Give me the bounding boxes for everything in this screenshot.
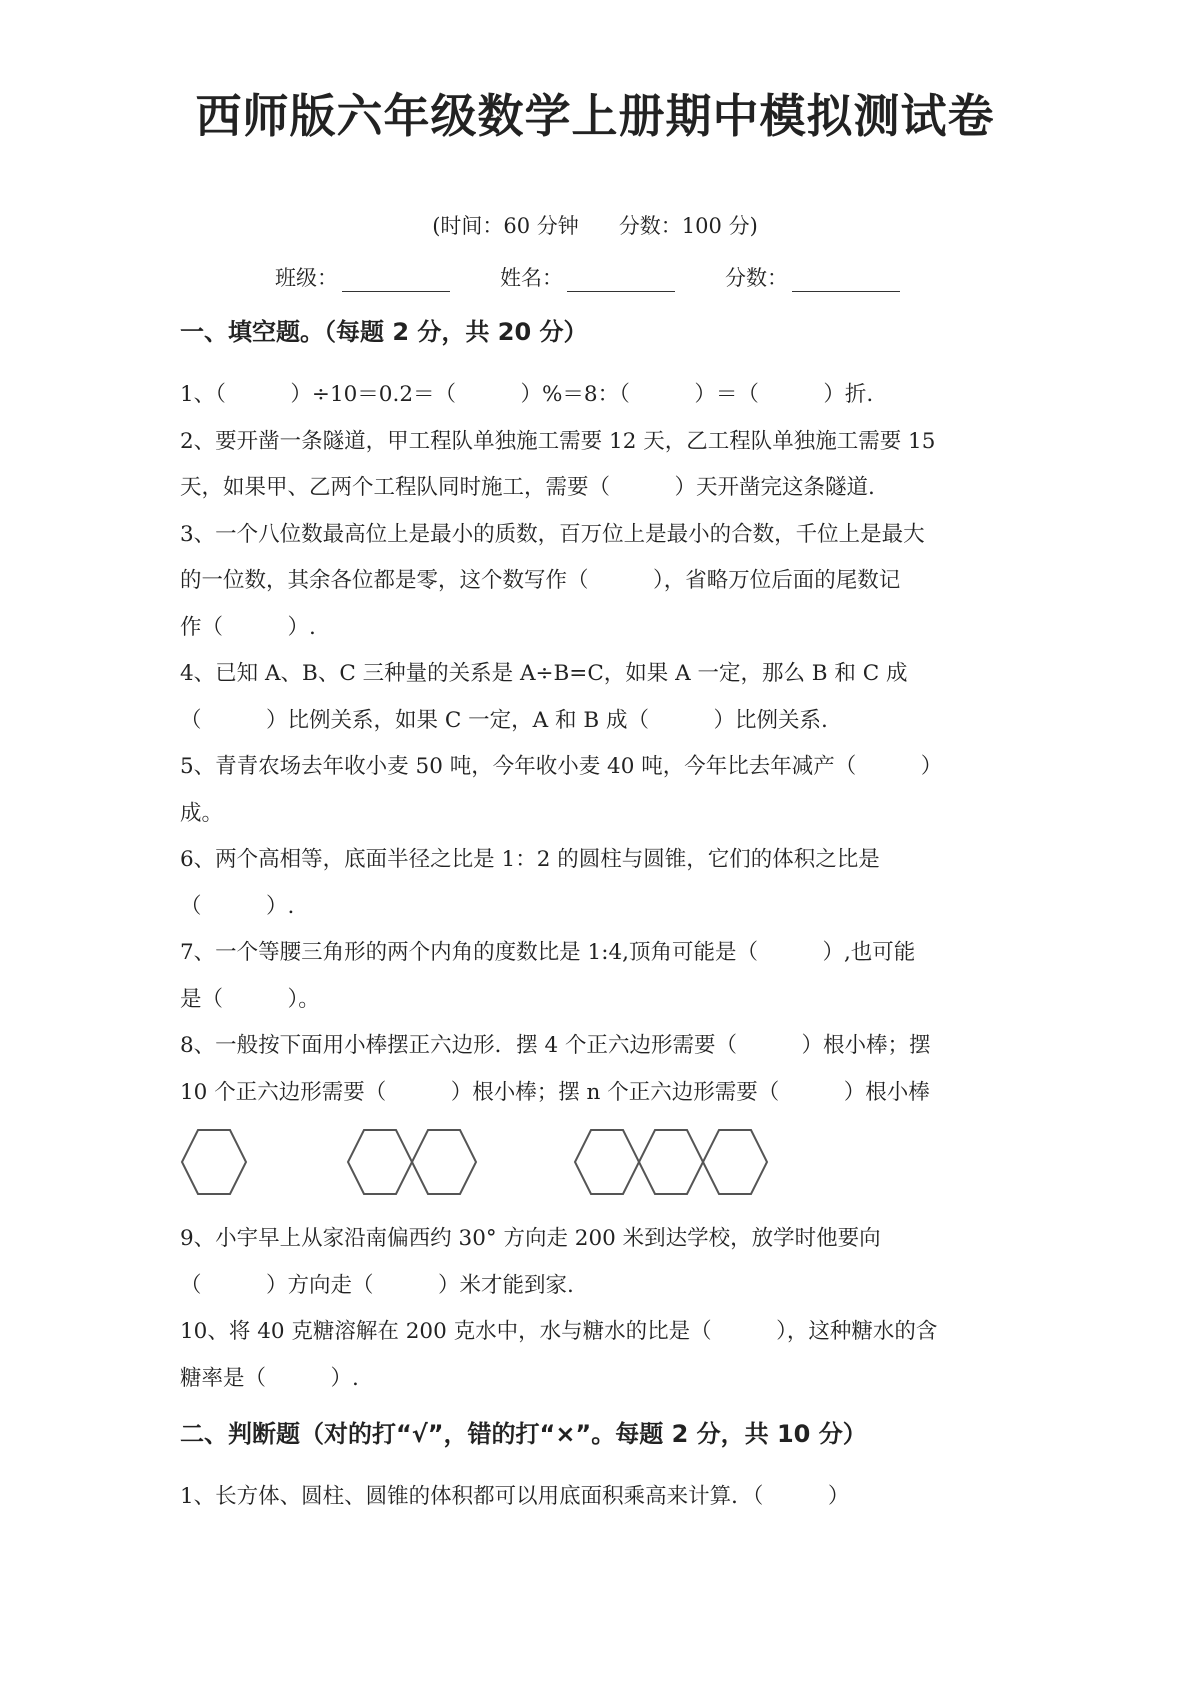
class-field (275, 262, 450, 292)
class-label: 班级： (275, 266, 338, 290)
question-line: 7、一个等腰三角形的两个内角的度数比是 1:4,顶角可能是（ ）,也可能 (180, 940, 916, 965)
hexagon-triple-2 (639, 1130, 703, 1194)
question-line: 3、一个八位数最高位上是最小的质数，百万位上是最小的合数，千位上是最大 (180, 521, 925, 547)
hexagon-pair-2 (412, 1130, 476, 1194)
hexagon-figures (180, 1118, 1010, 1216)
question-line: 10 个正六边形需要（ ）根小棒；摆 n 个正六边形需要（ ）根小棒 (180, 1079, 930, 1105)
name-field (500, 262, 675, 292)
question-line: 9、小宇早上从家沿南偏西约 30° 方向走 200 米到达学校，放学时他要向 (180, 1226, 881, 1251)
question-line: 的一位数，其余各位都是零，这个数写作（ ），省略万位后面的尾数记 (180, 568, 901, 593)
question-line: 4、已知 A、B、C 三种量的关系是 A÷B=C，如果 A 一定，那么 B 和 C 成 (180, 661, 908, 686)
question-line: 8、一般按下面用小棒摆正六边形．摆 4 个正六边形需要（ ）根小棒；摆 (180, 1033, 931, 1058)
section-true-false-heading: 二、判断题（对的打“√”，错的打“×”。每题 2 分，共 10 分） (180, 1420, 867, 1448)
question-line: （ ）比例关系，如果 C 一定，A 和 B 成（ ）比例关系. (180, 707, 828, 733)
question-line: 6、两个高相等，底面半径之比是 1：2 的圆柱与圆锥，它们的体积之比是 (180, 847, 880, 872)
section-fill-blank-heading: 一、填空题。（每题 2 分，共 20 分） (180, 318, 588, 346)
hexagon-triple-1 (575, 1130, 639, 1194)
question-line: 成。 (180, 800, 224, 826)
class-blank[interactable] (342, 269, 450, 292)
hexagon-diagram (180, 1118, 1010, 1216)
question-line: 天，如果甲、乙两个工程队同时施工，需要（ ）天开凿完这条隧道. (180, 475, 875, 500)
score-field (725, 262, 900, 292)
time-limit: (时间：60 分钟 (432, 214, 579, 238)
total-score: 分数：100 分) (618, 214, 758, 238)
question-line: 1、（ ）÷10＝0.2＝（ ）%＝8：（ ）＝（ ）折. (180, 382, 874, 407)
question-line: （ ）方向走（ ）米才能到家. (180, 1272, 574, 1298)
question-line: 1、长方体、圆柱、圆锥的体积都可以用底面积乘高来计算．（ ） (180, 1484, 850, 1509)
exam-content (180, 310, 1010, 1521)
question-line: （ ）. (180, 893, 295, 919)
page-title: 西师版六年级数学上册期中模拟测试卷 (195, 89, 995, 143)
question-line: 5、青青农场去年收小麦 50 吨，今年收小麦 40 吨，今年比去年减产（ ） (180, 754, 943, 779)
exam-meta (0, 210, 1190, 240)
question-line: 10、将 40 克糖溶解在 200 克水中，水与糖水的比是（ ），这种糖水的含 (180, 1319, 938, 1344)
score-blank[interactable] (792, 269, 900, 292)
name-label: 姓名： (500, 266, 563, 290)
hexagon-triple-3 (703, 1130, 767, 1194)
question-line: 2、要开凿一条隧道，甲工程队单独施工需要 12 天，乙工程队单独施工需要 15 (180, 428, 936, 454)
student-info (275, 262, 950, 292)
score-label: 分数： (725, 266, 788, 290)
name-blank[interactable] (567, 269, 675, 292)
hexagon-pair-1 (348, 1130, 412, 1194)
hexagon-single (182, 1130, 246, 1194)
question-line: 作（ ）. (180, 614, 316, 640)
question-line: 糖率是（ ）. (180, 1365, 359, 1391)
question-line: 是（ ）。 (180, 986, 320, 1012)
